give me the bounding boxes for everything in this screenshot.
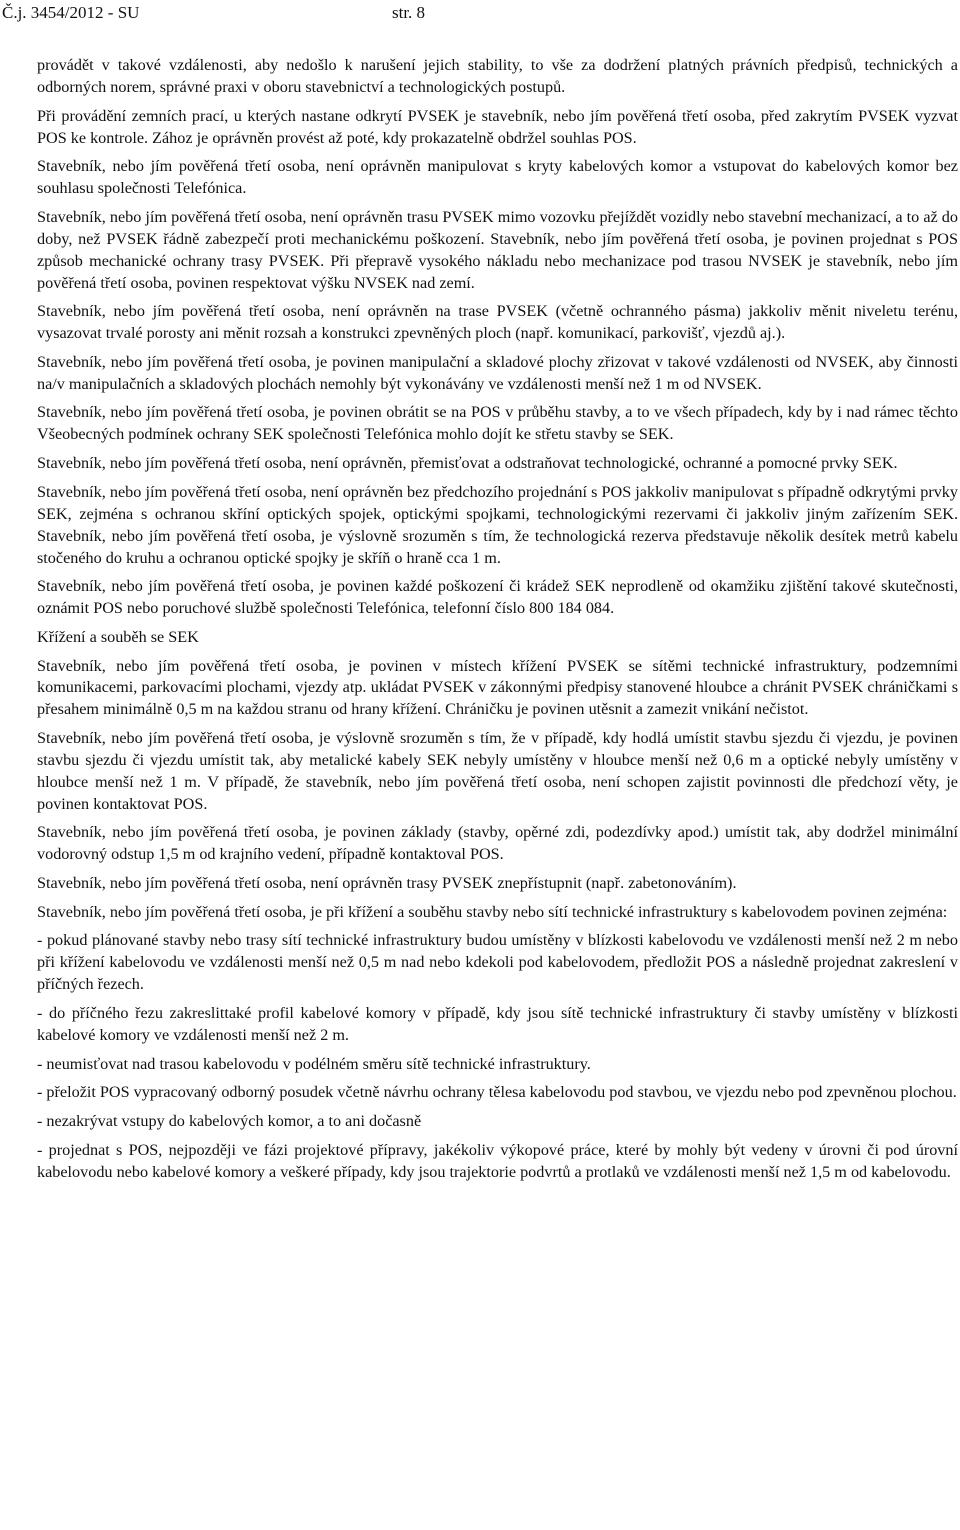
paragraph: Stavebník, nebo jím pověřená třetí osoba, je při křížení a souběhu stavby nebo sítí technické infrastruktury s kabelovodem povinen zejména: (37, 902, 948, 921)
paragraph: Stavebník, nebo jím pověřená třetí osoba, není oprávněn bez předchozího projednání s POS jakkoliv manipulovat s případně odkrytými prvky SEK, zejména s ochranou skříní optických spojek, optickými spojkami, technologickými rezervami či jakkoliv jiným zařízením SEK. Stavebník, nebo jím pověřená třetí osoba, je výslovně srozuměn s tím, že technologická rezerva představuje několik desítek metrů kabelu stočeného do kruhu a ochranou optické spojky je skříň o hraně cca 1 m. (37, 482, 958, 567)
page-number: str. 8 (392, 3, 426, 22)
paragraph: Stavebník, nebo jím pověřená třetí osoba, je povinen každé poškození či krádež SEK neprodleně od okamžiku zjištění takové skutečnosti, oznámit POS nebo poruchové službě společnosti Telefónica, telefonní číslo 800 184 084. (37, 577, 958, 618)
page-header (0, 2, 960, 28)
document-body (37, 55, 958, 1190)
paragraph: Stavebník, nebo jím pověřená třetí osoba, není oprávněn trasu PVSEK mimo vozovku přejíždět vozidly nebo stavební mechanizací, a to až do doby, než PVSEK řádně zabezpečí proti mechanickému poškození. Stavebník, nebo jím pověřená třetí osoba, je povinen projednat s POS způsob mechanické ochrany trasy PVSEK. Při přepravě vysokého nákladu nebo mechanizace pod trasou NVSEK je stavebník, nebo jím pověřená třetí osoba, povinen respektovat výšku NVSEK nad zemí. (37, 207, 958, 292)
paragraph: Stavebník, nebo jím pověřená třetí osoba, je povinen základy (stavby, opěrné zdi, podezdívky apod.) umístit tak, aby dodržel minimální vodorovný odstup 1,5 m od krajního vedení, případně kontaktoval POS. (37, 823, 958, 864)
paragraph: Stavebník, nebo jím pověřená třetí osoba, není oprávněn trasy PVSEK znepřístupnit (např. zabetonováním). (37, 874, 737, 893)
list-item: - pokud plánované stavby nebo trasy sítí technické infrastruktury budou umístěny v blízkosti kabelovodu ve vzdálenosti menší než 2 m nebo při křížení kabelovodu ve vzdálenosti menší než 0,5 m nad nebo kdekoli pod kabelovodem, předložit POS a následně projednat zakreslení v příčných řezech. (37, 931, 958, 994)
paragraph: Stavebník, nebo jím pověřená třetí osoba, je povinen v místech křížení PVSEK se sítěmi technické infrastruktury, podzemními komunikacemi, parkovacími plochami, vjezdy atp. ukládat PVSEK v zákonnými předpisy stanovené hloubce a chránit PVSEK chráničkami s přesahem minimálně 0,5 m na každou stranu od hrany křížení. Chráničku je povinen utěsnit a zamezit vnikání nečistot. (37, 656, 958, 719)
paragraph: Stavebník, nebo jím pověřená třetí osoba, není oprávněn manipulovat s kryty kabelových komor a vstupovat do kabelových komor bez souhlasu společnosti Telefónica. (37, 157, 958, 198)
paragraph: Stavebník, nebo jím pověřená třetí osoba, není oprávněn na trase PVSEK (včetně ochranného pásma) jakkoliv měnit niveletu terénu, vysazovat trvalé porosty ani měnit rozsah a konstrukci zpevněných ploch (např. komunikací, parkovišť, vjezdů aj.). (37, 302, 958, 343)
paragraph: Stavebník, nebo jím pověřená třetí osoba, je povinen manipulační a skladové plochy zřizovat v takové vzdálenosti od NVSEK, aby činnosti na/v manipulačních a skladových plochách nemohly být vykonávány ve vzdálenosti menší než 1 m od NVSEK. (37, 352, 958, 393)
paragraph: Stavebník, nebo jím pověřená třetí osoba, je povinen obrátit se na POS v průběhu stavby, a to ve všech případech, kdy by i nad rámec těchto Všeobecných podmínek ochrany SEK společnosti Telefónica mohlo dojít ke střetu stavby se SEK. (37, 403, 958, 444)
list-item: - do příčného řezu zakreslittaké profil kabelové komory v případě, kdy jsou sítě technické infrastruktury či stavby umístěny v blízkosti kabelové komory ve vzdálenosti menší než 2 m. (37, 1003, 958, 1044)
list-item: - přeložit POS vypracovaný odborný posudek včetně návrhu ochrany tělesa kabelovodu pod stavbou, ve vjezdu nebo pod zpevněnou plochou. (37, 1083, 957, 1102)
paragraph: Stavebník, nebo jím pověřená třetí osoba, není oprávněn, přemisťovat a odstraňovat technologické, ochranné a pomocné prvky SEK. (37, 454, 898, 473)
section-heading: Křížení a souběh se SEK (37, 627, 199, 646)
paragraph: Při provádění zemních prací, u kterých nastane odkrytí PVSEK je stavebník, nebo jím pověřená třetí osoba, před zakrytím PVSEK vyzvat POS ke kontrole. Zához je oprávněn provést až poté, kdy prokazatelně obdržel souhlas POS. (37, 106, 958, 147)
paragraph: Stavebník, nebo jím pověřená třetí osoba, je výslovně srozuměn s tím, že v případě, kdy hodlá umístit stavbu sjezdu či vjezdu, je povinen stavbu sjezdu či vjezdu umístit tak, aby metalické kabely SEK nebyly umístěny v hloubce menší než 0,6 m a optické nebyly umístěny v hloubce menší než 1 m. V případě, že stavebník, nebo jím pověřená třetí osoba, není schopen zajistit povinnosti dle předchozí věty, je povinen kontaktovat POS. (37, 729, 958, 813)
list-item: - nezakrývat vstupy do kabelových komor, a to ani dočasně (37, 1112, 422, 1130)
list-item: - projednat s POS, nejpozději ve fázi projektové přípravy, jakékoliv výkopové práce, které by mohly být vedeny v úrovni či pod úrovní kabelovodu nebo kabelové komory a veškeré případy, kdy jsou trajektorie podvrtů a protlaků ve vzdálenosti menší než 1,5 m od kabelovodu. (37, 1140, 958, 1181)
paragraph: provádět v takové vzdálenosti, aby nedošlo k narušení jejich stability, to vše za dodržení platných právních předpisů, technických a odborných norem, správné praxi v oboru stavebnictví a technologických postupů. (37, 56, 958, 96)
list-item: - neumisťovat nad trasou kabelovodu v podélném směru sítě technické infrastruktury. (37, 1054, 591, 1073)
document-reference: Č.j. 3454/2012 - SU (2, 3, 140, 22)
